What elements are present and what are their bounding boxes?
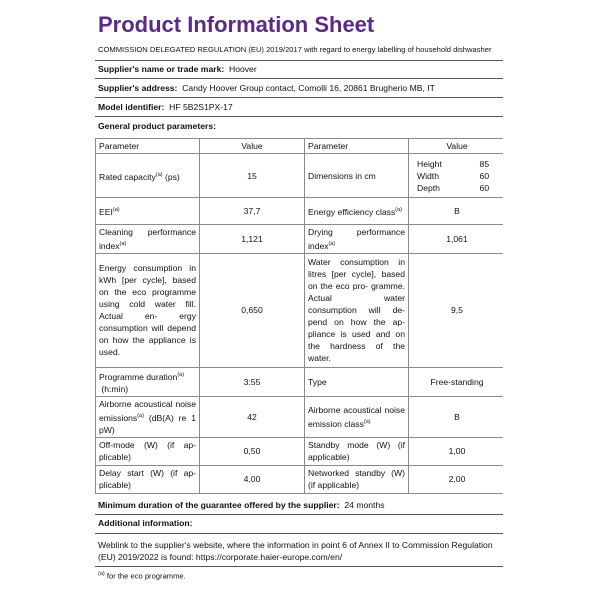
dimensions-cell (409, 154, 504, 198)
divider (95, 533, 503, 534)
energy-consumption-label: Energy consumption in kWh [per cycle], based on the eco programme using cold water fill. Actual en- ergy consumption will depend on how the appliance is used. (96, 253, 200, 367)
divider (95, 60, 503, 61)
table-row (96, 465, 504, 493)
dimensions-table (409, 158, 503, 194)
type-label: Type (305, 367, 409, 396)
guarantee-value: 24 months (344, 500, 385, 510)
page-title: Product Information Sheet (98, 12, 375, 37)
standby-label: Standby mode (W) (if applicable) (305, 437, 409, 465)
dimensions-label: Dimensions in cm (305, 154, 409, 198)
divider (95, 78, 503, 79)
column-header: Parameter (96, 139, 200, 154)
additional-info-heading: Additional information: (98, 518, 193, 528)
guarantee-row (98, 500, 385, 510)
column-header: Parameter (305, 139, 409, 154)
regulation-line: COMMISSION DELEGATED REGULATION (EU) 2019/2017 with regard to energy labelling of household dishwasher (98, 45, 492, 54)
standby-value: 1,00 (409, 437, 504, 465)
delay-start-label: Delay start (W) (if ap- plicable) (96, 465, 200, 493)
table-row (96, 198, 504, 225)
guarantee-label: Minimum duration of the guarantee offered by the supplier: (98, 500, 340, 510)
divider (95, 566, 503, 567)
divider (95, 97, 503, 98)
divider (95, 514, 503, 515)
footnote: $^{(a)}$ for the eco programme. (98, 571, 186, 581)
height-value: 85 (479, 158, 490, 169)
energy-consumption-value: 0,650 (200, 253, 305, 367)
table-row (96, 437, 504, 465)
water-consumption-label: Water consumption in litres [per cycle], based on the eco pro- gramme. Actual water consumption will de- pend on how the ap- pliance is used and on the hardness of the water. (305, 253, 409, 367)
off-mode-label: Off-mode (W) (if ap- plicable) (96, 437, 200, 465)
divider (95, 116, 503, 117)
drying-index-label: Drying performance index$^{(a)}$ (305, 225, 409, 254)
supplier-address-label: Supplier's address: (98, 83, 178, 93)
table-header-row (96, 139, 504, 154)
noise-class-label: Airborne acoustical noise emission class$^{(a)}$ (305, 396, 409, 437)
energy-class-value: B (409, 198, 504, 225)
eei-label: EEI$^{(a)}$ (96, 198, 200, 225)
supplier-name-value: Hoover (229, 64, 257, 74)
model-label: Model identifier: (98, 102, 165, 112)
programme-duration-label: Programme duration$^{(a)}$ (h:min) (96, 367, 200, 396)
supplier-name-row (98, 64, 257, 74)
height-label: Height (417, 158, 442, 169)
rated-capacity-label: Rated capacity$^{(a)}$ (ps) (96, 154, 200, 198)
networked-standby-value: 2,00 (409, 465, 504, 493)
rated-capacity-value: 15 (200, 154, 305, 198)
general-parameters-heading: General product parameters: (98, 121, 216, 131)
eei-value: 37,7 (200, 198, 305, 225)
supplier-address-value: Candy Hoover Group contact, Comolli 16, 20861 Brugherio MB, IT (182, 83, 435, 93)
energy-class-label: Energy efficiency class$^{(a)}$ (305, 198, 409, 225)
noise-class-value: B (409, 396, 504, 437)
table-row (96, 367, 504, 396)
water-consumption-value: 9,5 (409, 253, 504, 367)
cleaning-index-value: 1,121 (200, 225, 305, 254)
weblink-text: Weblink to the supplier's website, where the information in point 6 of Annex II to Commission Regulation (EU) 2019/2022 is found: https://corporate.haier-europe.com/en/ (98, 540, 493, 562)
column-header: Value (200, 139, 305, 154)
noise-emissions-value: 42 (200, 396, 305, 437)
model-row (98, 102, 233, 112)
width-value: 60 (479, 170, 490, 181)
off-mode-value: 0,50 (200, 437, 305, 465)
parameters-table (95, 138, 503, 494)
table-row (96, 154, 504, 198)
table-row (96, 253, 504, 367)
table-row (96, 396, 504, 437)
supplier-address-row (98, 83, 435, 93)
type-value: Free-standing (409, 367, 504, 396)
networked-standby-label: Networked standby (W) (if applicable) (305, 465, 409, 493)
supplier-name-label: Supplier's name or trade mark: (98, 64, 225, 74)
noise-emissions-label: Airborne acoustical noise emissions$^{(a)}$ (dB(A) re 1 pW) (96, 396, 200, 437)
model-value: HF 5B2S1PX-17 (169, 102, 233, 112)
depth-value: 60 (479, 182, 490, 193)
drying-index-value: 1,061 (409, 225, 504, 254)
width-label: Width (417, 170, 439, 181)
programme-duration-value: 3:55 (200, 367, 305, 396)
table-row (96, 225, 504, 254)
cleaning-index-label: Cleaning performance index$^{(a)}$ (96, 225, 200, 254)
delay-start-value: 4,00 (200, 465, 305, 493)
column-header: Value (409, 139, 504, 154)
depth-label: Depth (417, 182, 440, 193)
